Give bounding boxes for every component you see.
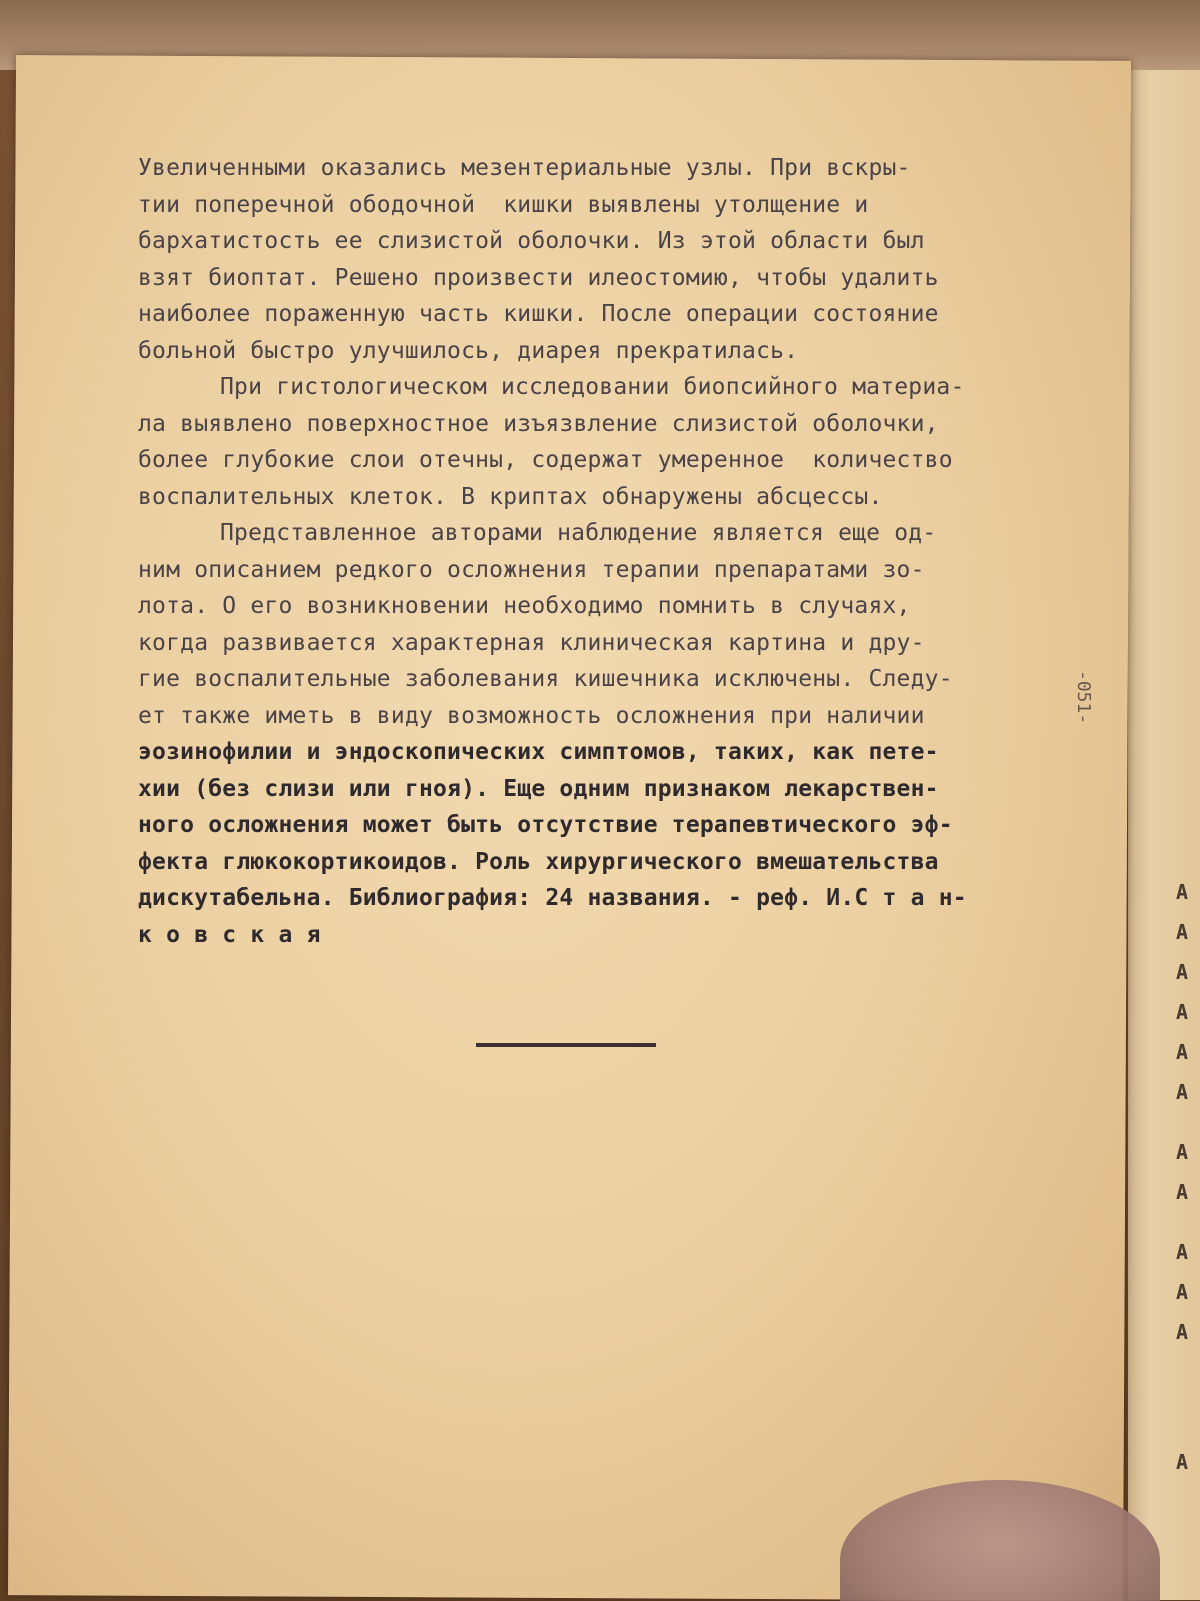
text-line: Представленное авторами наблюдение является еще од- bbox=[220, 520, 937, 546]
text-line: наиболее пораженную часть кишки. После операции состояние bbox=[138, 301, 939, 327]
text-line: хии (без слизи или гноя). Еще одним признаком лекарствен- bbox=[138, 775, 939, 802]
adjacent-page-fragment: А bbox=[1176, 1240, 1189, 1264]
text-line: ет также иметь в виду возможность осложнения при наличии bbox=[138, 702, 925, 729]
text-line: больной быстро улучшилось, диарея прекратилась. bbox=[138, 337, 799, 364]
text-line: тии поперечной ободочной кишки выявлены утолщение и bbox=[138, 191, 869, 218]
adjacent-page-fragment: А bbox=[1176, 1180, 1189, 1204]
text-line: воспалительных клеток. В криптах обнаружены абсцессы. bbox=[138, 483, 883, 510]
text-line: эозинофилии и эндоскопических симптомов, таких, как пете- bbox=[138, 739, 939, 765]
adjacent-page-fragment: А bbox=[1176, 1000, 1189, 1024]
margin-page-mark: -051- bbox=[1073, 670, 1094, 725]
text-line: ла выявлено поверхностное изъязвление слизистой оболочки, bbox=[138, 410, 939, 437]
adjacent-page-fragment: А bbox=[1176, 920, 1189, 944]
text-line: более глубокие слои отечны, содержат умеренное количество bbox=[138, 447, 953, 473]
adjacent-page-fragment: А bbox=[1176, 960, 1189, 984]
adjacent-page-fragment: А bbox=[1176, 1280, 1189, 1304]
text-line: гие воспалительные заболевания кишечника исключены. Следу- bbox=[138, 666, 953, 692]
adjacent-page bbox=[1128, 70, 1200, 1600]
text-line: лота. О его возникновении необходимо помнить в случаях, bbox=[138, 593, 911, 619]
adjacent-page-fragment: А bbox=[1176, 1040, 1189, 1064]
text-line: дискутабельна. Библиография: 24 названия. - реф. И.С т а н- bbox=[138, 885, 967, 911]
text-line: когда развивается характерная клиническая картина и дру- bbox=[138, 629, 925, 656]
text-line: фекта глюкокортикоидов. Роль хирургического вмешательства bbox=[138, 848, 939, 875]
page-body bbox=[138, 150, 1038, 953]
adjacent-page-fragment: А bbox=[1176, 880, 1189, 904]
text-line: к о в с к а я bbox=[138, 921, 321, 948]
adjacent-page-fragment: А bbox=[1176, 1320, 1189, 1344]
adjacent-page-fragment: А bbox=[1176, 1450, 1189, 1474]
text-line: Увеличенными оказались мезентериальные узлы. При вскры- bbox=[138, 155, 911, 181]
adjacent-page-fragment: А bbox=[1176, 1140, 1189, 1164]
text-line: ного осложнения может быть отсутствие терапевтического эф- bbox=[138, 812, 953, 838]
text-line: При гистологическом исследовании биопсийного материа- bbox=[220, 374, 965, 400]
text-line: взят биоптат. Решено произвести илеостомию, чтобы удалить bbox=[138, 264, 939, 291]
end-divider-line bbox=[476, 1043, 656, 1047]
adjacent-page-fragment: А bbox=[1176, 1080, 1189, 1104]
text-line: ним описанием редкого осложнения терапии препаратами зо- bbox=[138, 556, 925, 583]
text-line: бархатистость ее слизистой оболочки. Из этой области был bbox=[138, 228, 925, 254]
